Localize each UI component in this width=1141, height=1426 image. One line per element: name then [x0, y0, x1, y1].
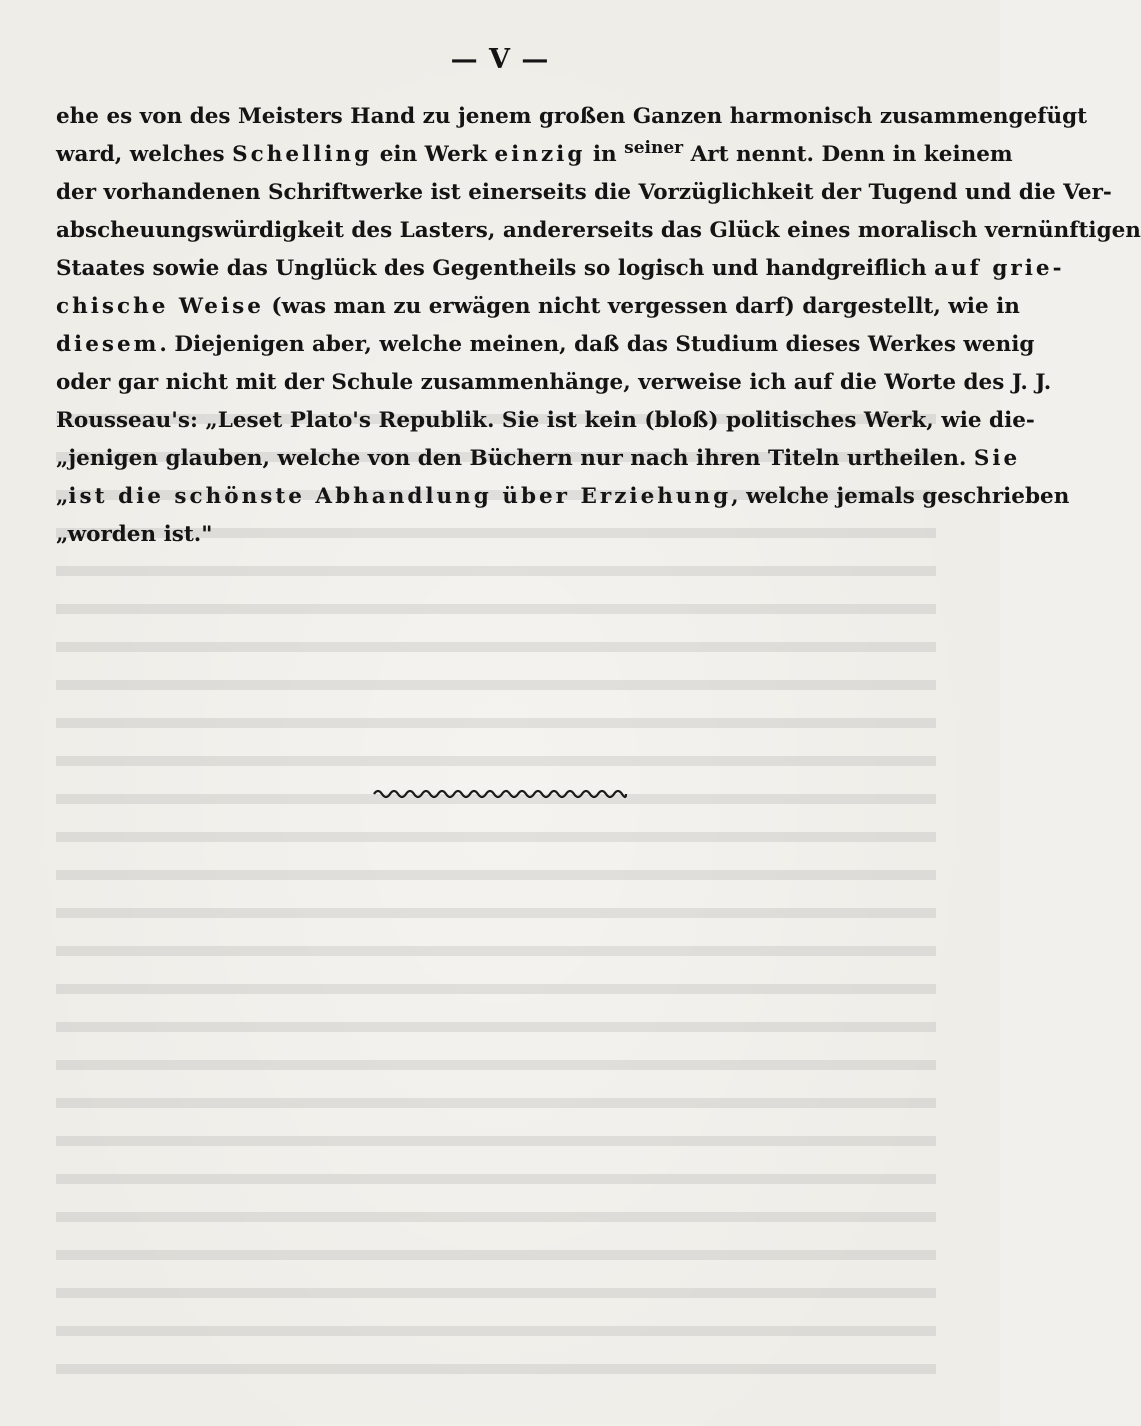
line-segment: . Diejenigen aber, welche meinen, daß das Studium dieses Werkes wenig: [159, 332, 1035, 357]
text-line: [56, 136, 1013, 174]
text-line: [56, 288, 1020, 326]
line-text: abscheuungswürdigkeit des Lasters, andererseits das Glück eines moralisch vernünftigen: [56, 218, 1141, 243]
line-segment: (was man zu erwägen nicht vergessen darf) dargestellt, wie in: [263, 294, 1020, 319]
line-segment: „: [56, 484, 69, 509]
line-segment: in: [585, 142, 625, 167]
text-line: [56, 402, 1035, 440]
text-line: [56, 98, 1088, 136]
text-line: [56, 326, 1035, 364]
line-text: ehe es von des Meisters Hand zu jenem großen Ganzen harmonisch zusammengefügt: [56, 104, 1088, 129]
spaced-phrase: auf grie-: [934, 256, 1065, 281]
text-line: [56, 250, 1065, 288]
spaced-phrase: ist die schönste Abhandlung über Erziehung: [68, 484, 732, 509]
spaced-word-einzig: einzig: [494, 142, 586, 167]
line-text: „worden ist.": [56, 522, 213, 547]
text-line: [56, 440, 1021, 478]
line-segment: Art nennt. Denn in keinem: [683, 142, 1013, 167]
text-line: [56, 212, 1141, 250]
spaced-name-schelling: Schelling: [232, 142, 373, 167]
page-number: — V —: [450, 44, 550, 75]
text-line: [56, 516, 936, 554]
superscript-word: seiner: [624, 138, 684, 158]
line-text: oder gar nicht mit der Schule zusammenhänge, verweise ich auf die Worte des J. J.: [56, 370, 1052, 395]
body-text: [56, 98, 1141, 554]
line-text: Rousseau's: „Leset Plato's Republik. Sie ist kein (bloß) politisches Werk, wie die-: [56, 408, 1035, 433]
line-segment: ward, welches: [56, 142, 233, 167]
text-line: [56, 478, 1070, 516]
decorative-wavy-rule: [372, 784, 628, 804]
spaced-word-sie: Sie: [973, 446, 1021, 471]
line-segment: Staates sowie das Unglück des Gegentheils so logisch und handgreiflich: [56, 256, 935, 281]
spaced-phrase: chische Weise: [56, 294, 264, 319]
line-text: der vorhandenen Schriftwerke ist einerseits die Vorzüglichkeit der Tugend und die Ver-: [56, 180, 1112, 205]
line-segment: , welche jemals geschrieben: [731, 484, 1070, 509]
line-segment: ein Werk: [372, 142, 495, 167]
spaced-word-diesem: diesem: [56, 332, 160, 357]
text-line: [56, 174, 1112, 212]
line-segment: „jenigen glauben, welche von den Büchern nur nach ihren Titeln urtheilen.: [56, 446, 974, 471]
text-line: [56, 364, 1052, 402]
